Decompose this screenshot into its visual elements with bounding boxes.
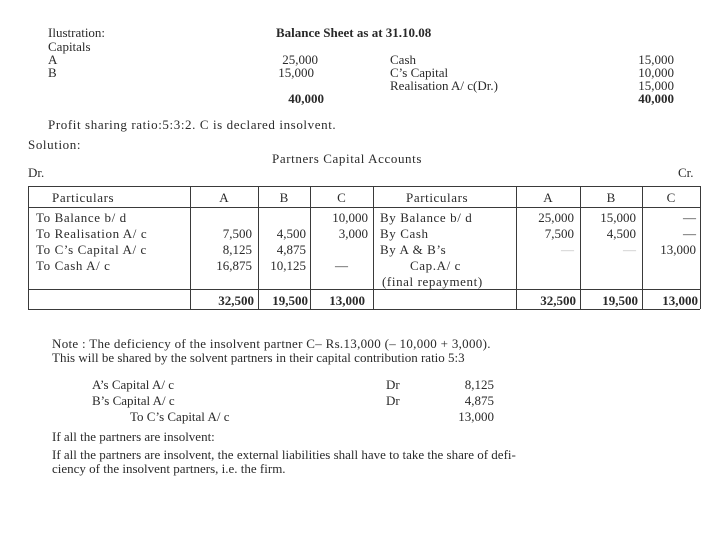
liability-name: A	[48, 52, 58, 67]
header-a-debit: A	[219, 190, 229, 205]
journal-dr: Dr	[386, 393, 400, 408]
credit-particular: Cap.A/ c	[410, 258, 462, 273]
total-credit-a: 32,500	[540, 293, 576, 308]
assets-total: 40,000	[638, 91, 674, 106]
note-line: This will be shared by the solvent partners in their capital contribution ratio 5:3	[52, 350, 465, 365]
credit-a: 25,000	[538, 210, 574, 225]
accounts-title: Partners Capital Accounts	[272, 151, 423, 166]
credit-b: —	[623, 242, 636, 257]
debit-b: 4,500	[276, 226, 306, 241]
note-line: Note : The deficiency of the insolvent partner C– Rs.13,000 (– 10,000 + 3,000).	[52, 336, 491, 351]
header-b-credit: B	[606, 190, 616, 205]
debit-particular: To Balance b/ d	[36, 210, 127, 225]
debit-particular: To Realisation A/ c	[36, 226, 148, 241]
credit-particular: By Cash	[380, 226, 429, 241]
asset-name: Realisation A/ c(Dr.)	[390, 78, 498, 93]
illustration-note: Profit sharing ratio:5:3:2. C is declared insolvent.	[48, 117, 337, 132]
total-debit-b: 19,500	[272, 293, 308, 308]
journal-account: To C’s Capital A/ c	[130, 409, 230, 424]
journal-dr: Dr	[386, 377, 400, 392]
debit-b: 10,125	[270, 258, 306, 273]
dr-label: Dr.	[28, 165, 45, 180]
liabilities-total: 40,000	[288, 91, 324, 106]
credit-c: —	[683, 226, 696, 241]
total-debit-a: 32,500	[218, 293, 254, 308]
header-c-debit: C	[337, 190, 346, 205]
total-credit-c: 13,000	[662, 293, 698, 308]
asset-name: C’s Capital	[390, 65, 449, 80]
cr-label: Cr.	[678, 165, 694, 180]
credit-c: —	[683, 210, 696, 225]
credit-a: —	[561, 242, 574, 257]
credit-a: 7,500	[544, 226, 574, 241]
asset-amount: 15,000	[638, 78, 674, 93]
debit-particular: To C’s Capital A/ c	[36, 242, 147, 257]
journal-amount: 4,875	[464, 393, 494, 408]
credit-particular: By A & B’s	[380, 242, 447, 257]
closing-line: If all the partners are insolvent, the external liabilities shall have to take the share of defi-	[52, 447, 516, 462]
debit-a: 7,500	[222, 226, 252, 241]
balance-sheet-heading: Balance Sheet as at 31.10.08	[276, 25, 432, 40]
closing-heading: If all the partners are insolvent:	[52, 429, 215, 444]
header-c-credit: C	[666, 190, 676, 205]
asset-name: Cash	[390, 52, 416, 67]
credit-particular: (final repayment)	[382, 274, 483, 289]
debit-a: 8,125	[222, 242, 252, 257]
closing-line: ciency of the insolvent partners, i.e. the firm.	[52, 461, 286, 476]
asset-amount: 15,000	[638, 52, 674, 67]
credit-c: 13,000	[660, 242, 696, 257]
capitals-label: Capitals	[48, 39, 91, 54]
total-credit-b: 19,500	[602, 293, 638, 308]
liability-name: B	[48, 65, 57, 80]
credit-particular: By Balance b/ d	[380, 210, 473, 225]
liability-amount: 15,000	[278, 65, 314, 80]
journal-amount: 13,000	[458, 409, 494, 424]
debit-b: 4,875	[276, 242, 306, 257]
journal-account: B’s Capital A/ c	[92, 393, 175, 408]
debit-c: —	[335, 258, 348, 273]
debit-particular: To Cash A/ c	[36, 258, 111, 273]
credit-b: 15,000	[600, 210, 636, 225]
journal-account: A’s Capital A/ c	[92, 377, 174, 392]
total-debit-c: 13,000	[329, 293, 365, 308]
header-particulars-debit: Particulars	[52, 190, 115, 205]
header-b-debit: B	[279, 190, 289, 205]
header-particulars-credit: Particulars	[406, 190, 469, 205]
header-a-credit: A	[543, 190, 553, 205]
debit-c: 10,000	[332, 210, 368, 225]
asset-amount: 10,000	[638, 65, 674, 80]
solution-label: Solution:	[28, 137, 82, 152]
debit-a: 16,875	[216, 258, 252, 273]
liability-amount: 25,000	[282, 52, 318, 67]
illustration-label: Ilustration:	[48, 25, 106, 40]
debit-c: 3,000	[338, 226, 368, 241]
credit-b: 4,500	[606, 226, 636, 241]
journal-amount: 8,125	[464, 377, 494, 392]
